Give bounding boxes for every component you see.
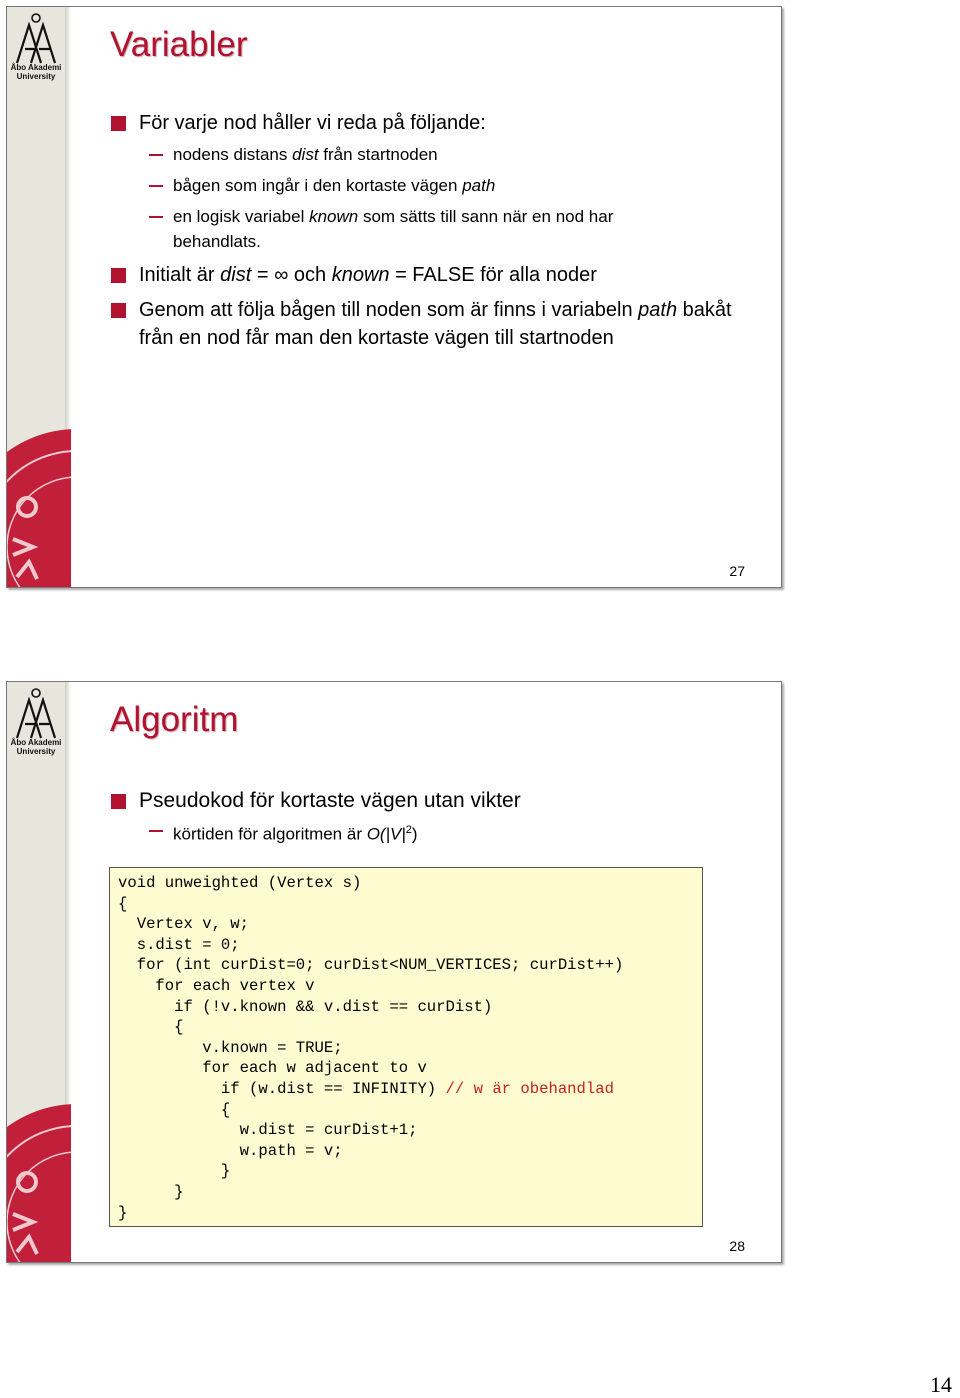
bullet-initial: Initialt är dist = ∞ och known = FALSE för alla noder: [139, 261, 759, 289]
slide-page-number: 27: [729, 563, 745, 579]
university-logo: [7, 11, 65, 89]
sub-bullet-complexity: körtiden för algoritmen är $O(|V|^2)$: [173, 818, 733, 847]
code-block: [109, 867, 703, 1227]
logo-mark-icon: [7, 11, 65, 69]
slide-algoritm: [6, 681, 782, 1263]
bullet-pseudocode: Pseudokod för kortaste vägen utan vikter: [139, 787, 759, 815]
sub-bullet-dist: nodens distans dist från startnoden: [173, 142, 733, 167]
document-page-number: 14: [930, 1372, 952, 1397]
slide-page-number: 28: [729, 1238, 745, 1254]
slide-title: Algoritm: [110, 700, 239, 739]
sub-bullet-path: bågen som ingår i den kortaste vägen path: [173, 173, 733, 198]
seal-decoration-icon: [7, 427, 71, 587]
slide-variabler: [6, 6, 782, 588]
university-logo: [7, 686, 65, 764]
logo-line1: Åbo Akademi: [10, 738, 62, 747]
code-comment: // w är obehandlad: [445, 1079, 614, 1098]
bullet-backtrack: Genom att följa bågen till noden som är finns i variabeln path bakåt från en nod får man den kortaste vägen till startnoden: [139, 296, 739, 352]
seal-decoration-icon: [7, 1102, 71, 1262]
slide-title: Variabler: [110, 25, 248, 64]
sub-bullet-known: en logisk variabel known som sätts till sann när en nod har behandlats.: [173, 204, 693, 254]
code-main: void unweighted (Vertex s) { Vertex v, w; s.dist = 0; for (int curDist=0; curDist<NUM_VERTICES; curDist++) for each vertex v if (!v.known && v.dist == curDist) { v.known = TRUE; for each w adjacent to v if (w.dist == INFINITY): [118, 874, 624, 1098]
code-tail: { w.dist = curDist+1; w.path = v; } } }: [118, 1100, 418, 1222]
logo-line2: University: [16, 72, 56, 81]
logo-mark-icon: [7, 686, 65, 744]
logo-line1: Åbo Akademi: [10, 63, 62, 72]
bullet-tracking: För varje nod håller vi reda på följande:: [139, 109, 759, 137]
logo-line2: University: [16, 747, 56, 756]
